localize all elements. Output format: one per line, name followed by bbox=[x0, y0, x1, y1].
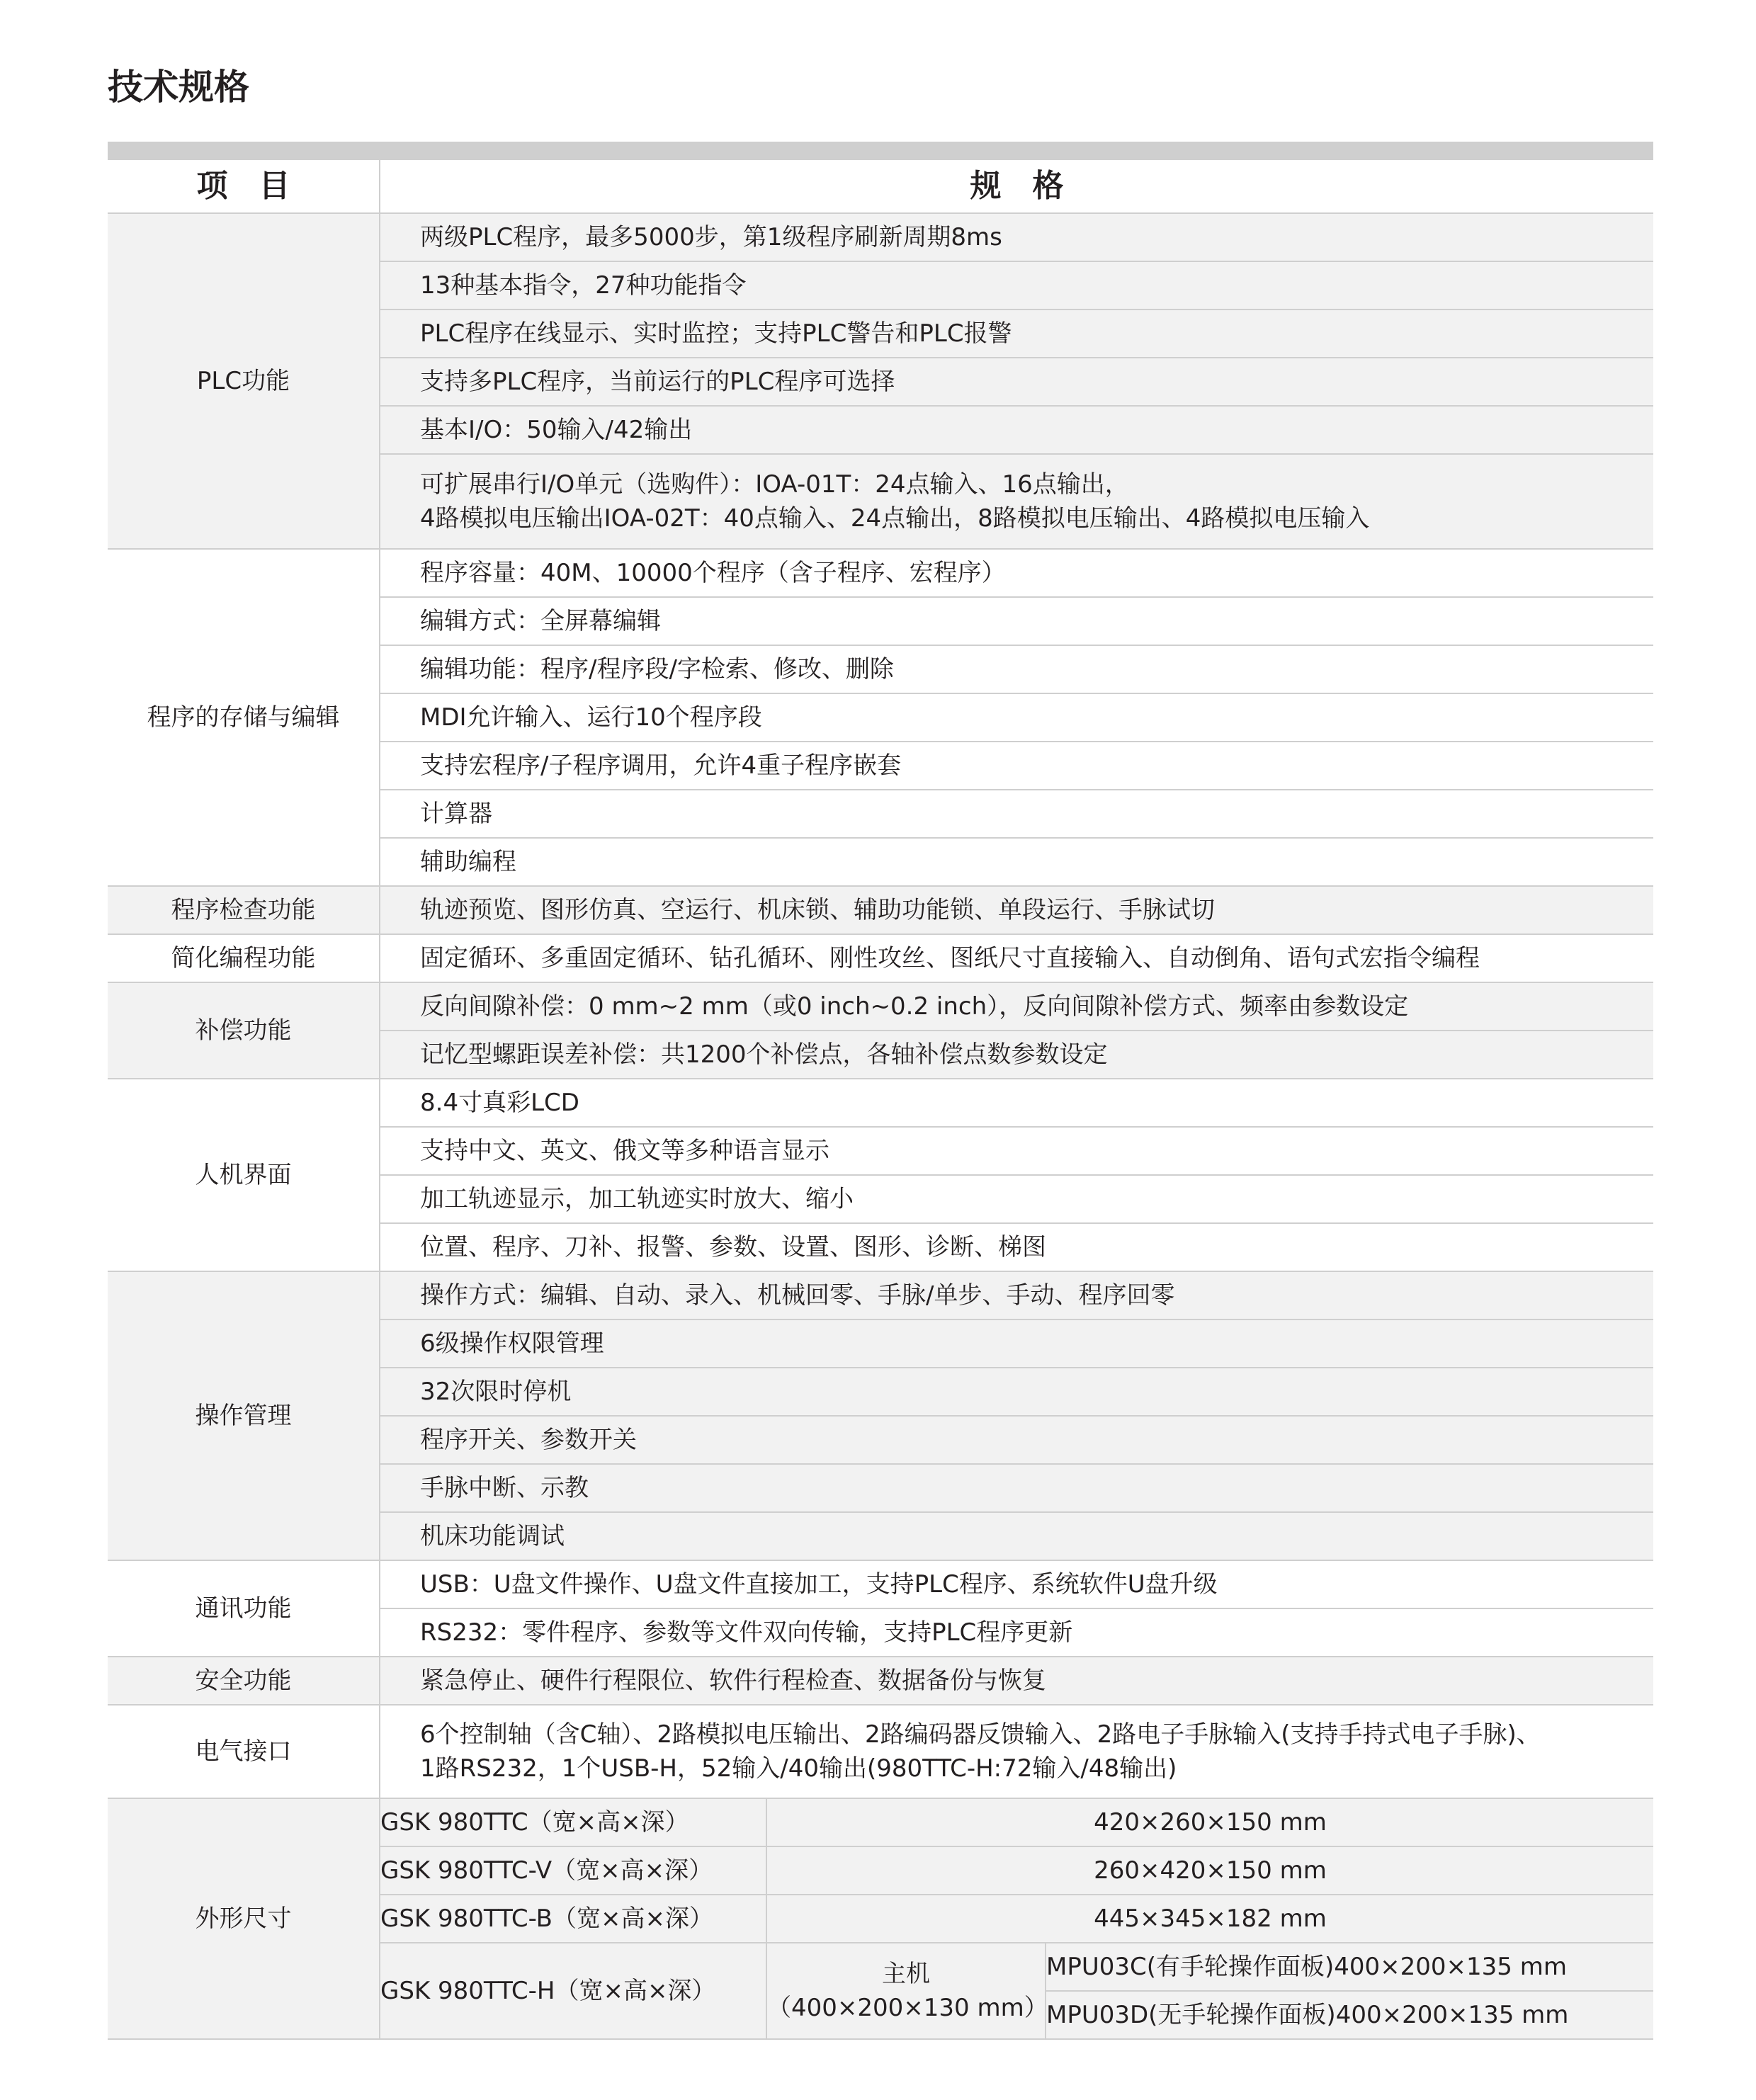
table-row bbox=[108, 934, 1653, 982]
dim-model-cell: GSK 980TTC-B（宽×高×深） bbox=[380, 1895, 766, 1943]
spec-cell: 紧急停止、硬件行程限位、软件行程检查、数据备份与恢复 bbox=[380, 1657, 1653, 1705]
spec-cell: 13种基本指令，27种功能指令 bbox=[380, 261, 1653, 310]
spec-cell: 位置、程序、刀补、报警、参数、设置、图形、诊断、梯图 bbox=[380, 1223, 1653, 1271]
table-row bbox=[108, 1798, 1653, 1846]
spec-cell: 轨迹预览、图形仿真、空运行、机床锁、辅助功能锁、单段运行、手脉试切 bbox=[380, 886, 1653, 934]
spec-cell: RS232：零件程序、参数等文件双向传输，支持PLC程序更新 bbox=[380, 1608, 1653, 1657]
category-cell: 程序的存储与编辑 bbox=[108, 549, 380, 886]
dim-main-label: 主机 bbox=[882, 1960, 930, 1988]
table-row bbox=[108, 1705, 1653, 1798]
spec-cell: 固定循环、多重固定循环、钻孔循环、刚性攻丝、图纸尺寸直接输入、自动倒角、语句式宏指令编程 bbox=[380, 934, 1653, 982]
spec-cell: 辅助编程 bbox=[380, 838, 1653, 886]
dim-value-cell: 420×260×150 mm bbox=[766, 1798, 1653, 1846]
category-cell: 人机界面 bbox=[108, 1079, 380, 1271]
spec-cell: 操作方式：编辑、自动、录入、机械回零、手脉/单步、手动、程序回零 bbox=[380, 1271, 1653, 1319]
dim-value-cell: 260×420×150 mm bbox=[766, 1846, 1653, 1895]
category-cell: 简化编程功能 bbox=[108, 934, 380, 982]
dim-model-cell: GSK 980TTC-H（宽×高×深） bbox=[380, 1943, 766, 2039]
spec-cell: 程序容量：40M、10000个程序（含子程序、宏程序） bbox=[380, 549, 1653, 597]
spec-cell: 加工轨迹显示，加工轨迹实时放大、缩小 bbox=[380, 1175, 1653, 1223]
header-spec: 规 格 bbox=[380, 160, 1653, 213]
header-item: 项 目 bbox=[108, 160, 380, 213]
category-cell: PLC功能 bbox=[108, 213, 380, 549]
spec-line: 可扩展串行I/O单元（选购件）：IOA-01T：24点输入、16点输出， bbox=[420, 470, 1129, 499]
spec-cell: MDI允许输入、运行10个程序段 bbox=[380, 693, 1653, 742]
category-cell: 补偿功能 bbox=[108, 982, 380, 1079]
spec-cell: 两级PLC程序，最多5000步，第1级程序刷新周期8ms bbox=[380, 213, 1653, 261]
table-row bbox=[108, 1271, 1653, 1319]
dim-main-value: （400×200×130 mm） bbox=[767, 1994, 1048, 2022]
spec-cell: 手脉中断、示教 bbox=[380, 1464, 1653, 1512]
spec-line: 1路RS232，1个USB-H，52输入/40输出(980TTC-H:72输入/48输出) bbox=[420, 1754, 1177, 1783]
category-cell: 安全功能 bbox=[108, 1657, 380, 1705]
category-cell: 电气接口 bbox=[108, 1705, 380, 1798]
spec-cell-multiline bbox=[380, 454, 1653, 549]
table-row bbox=[108, 213, 1653, 261]
dim-model-cell: GSK 980TTC-V（宽×高×深） bbox=[380, 1846, 766, 1895]
spec-cell-multiline bbox=[380, 1705, 1653, 1798]
category-cell: 操作管理 bbox=[108, 1271, 380, 1560]
spec-cell: 计算器 bbox=[380, 790, 1653, 838]
page-title: 技术规格 bbox=[108, 67, 249, 108]
spec-table bbox=[108, 160, 1653, 2040]
category-cell: 外形尺寸 bbox=[108, 1798, 380, 2039]
spec-cell: 8.4寸真彩LCD bbox=[380, 1079, 1653, 1127]
table-row bbox=[108, 982, 1653, 1031]
spec-cell: 程序开关、参数开关 bbox=[380, 1416, 1653, 1464]
spec-cell: 机床功能调试 bbox=[380, 1512, 1653, 1560]
dim-sub-cell: MPU03C(有手轮操作面板)400×200×135 mm bbox=[1046, 1943, 1653, 1991]
table-top-bar bbox=[108, 142, 1653, 160]
dim-main-cell bbox=[766, 1943, 1046, 2039]
spec-cell: USB：U盘文件操作、U盘文件直接加工，支持PLC程序、系统软件U盘升级 bbox=[380, 1560, 1653, 1608]
spec-cell: PLC程序在线显示、实时监控；支持PLC警告和PLC报警 bbox=[380, 310, 1653, 358]
category-cell: 程序检查功能 bbox=[108, 886, 380, 934]
spec-line: 6个控制轴（含C轴）、2路模拟电压输出、2路编码器反馈输入、2路电子手脉输入(支持手持式电子手脉)、 bbox=[420, 1720, 1541, 1749]
table-row bbox=[108, 1079, 1653, 1127]
category-cell: 通讯功能 bbox=[108, 1560, 380, 1657]
dim-model-cell: GSK 980TTC（宽×高×深） bbox=[380, 1798, 766, 1846]
table-row bbox=[108, 549, 1653, 597]
spec-line: 4路模拟电压输出IOA-02T：40点输入、24点输出，8路模拟电压输出、4路模拟电压输入 bbox=[420, 504, 1370, 533]
table-row bbox=[108, 1560, 1653, 1608]
spec-cell: 编辑功能：程序/程序段/字检索、修改、删除 bbox=[380, 645, 1653, 693]
dim-sub-cell: MPU03D(无手轮操作面板)400×200×135 mm bbox=[1046, 1991, 1653, 2039]
spec-cell: 基本I/O：50输入/42输出 bbox=[380, 406, 1653, 454]
table-row bbox=[108, 886, 1653, 934]
spec-cell: 记忆型螺距误差补偿：共1200个补偿点，各轴补偿点数参数设定 bbox=[380, 1031, 1653, 1079]
spec-cell: 支持中文、英文、俄文等多种语言显示 bbox=[380, 1127, 1653, 1175]
spec-cell: 反向间隙补偿：0 mm~2 mm（或0 inch~0.2 inch），反向间隙补偿方式、频率由参数设定 bbox=[380, 982, 1653, 1031]
spec-cell: 支持宏程序/子程序调用，允许4重子程序嵌套 bbox=[380, 742, 1653, 790]
spec-cell: 32次限时停机 bbox=[380, 1368, 1653, 1416]
dim-value-cell: 445×345×182 mm bbox=[766, 1895, 1653, 1943]
table-header-row bbox=[108, 160, 1653, 213]
table-row bbox=[108, 1657, 1653, 1705]
spec-cell: 编辑方式：全屏幕编辑 bbox=[380, 597, 1653, 645]
spec-cell: 支持多PLC程序，当前运行的PLC程序可选择 bbox=[380, 358, 1653, 406]
spec-cell: 6级操作权限管理 bbox=[380, 1319, 1653, 1368]
